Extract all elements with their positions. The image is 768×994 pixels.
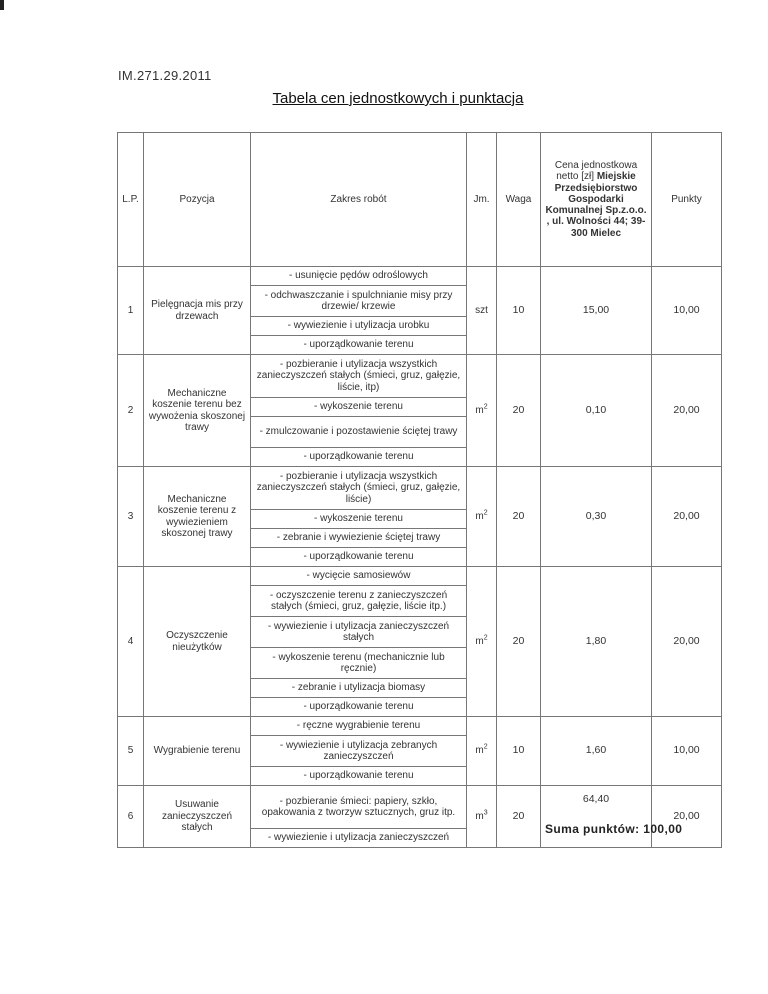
- cell-lp: 1: [118, 267, 144, 355]
- cell-lp: 6: [118, 786, 144, 848]
- header-jm: Jm.: [467, 133, 497, 267]
- header-cena: [541, 133, 652, 267]
- header-lp: L.P.: [118, 133, 144, 267]
- cell-lp: 4: [118, 567, 144, 717]
- cell-waga: 20: [497, 567, 541, 717]
- cell-zakres-item: - ręczne wygrabienie terenu: [251, 717, 467, 736]
- cell-pozycja: Oczyszczenie nieużytków: [144, 567, 251, 717]
- cell-jm: [467, 786, 497, 848]
- cell-pozycja: Pielęgnacja mis przy drzewach: [144, 267, 251, 355]
- cell-cena: 64,40: [541, 786, 652, 848]
- header-punkty: Punkty: [652, 133, 722, 267]
- cell-waga: 10: [497, 267, 541, 355]
- cell-zakres-item: - oczyszczenie terenu z zanieczyszczeń stałych (śmieci, gruz, gałęzie, liście itp.): [251, 586, 467, 617]
- cell-zakres-item: - wywiezienie i utylizacja zebranych zanieczyszczeń: [251, 736, 467, 767]
- table-row: [118, 567, 722, 586]
- cell-zakres-item: - zebranie i wywiezienie ściętej trawy: [251, 529, 467, 548]
- jm-exponent: 3: [483, 809, 488, 817]
- cell-zakres-item: - uporządkowanie terenu: [251, 336, 467, 355]
- cell-jm: [467, 717, 497, 786]
- cell-zakres-item: - wykoszenie terenu: [251, 398, 467, 417]
- cell-zakres-item: - wykoszenie terenu: [251, 510, 467, 529]
- cell-zakres-item: - uporządkowanie terenu: [251, 448, 467, 467]
- cell-pozycja: Mechaniczne koszenie terenu z wywiezieniem skoszonej trawy: [144, 467, 251, 567]
- cell-waga: 20: [497, 467, 541, 567]
- header-waga: Waga: [497, 133, 541, 267]
- header-row: [118, 133, 722, 267]
- page-title-text: Tabela cen jednostkowych i punktacja: [272, 90, 524, 107]
- table-row: [118, 717, 722, 736]
- cell-zakres-item: - wywiezienie i utylizacja zanieczyszczeń: [251, 829, 467, 848]
- cell-zakres-item: - zebranie i utylizacja biomasy: [251, 679, 467, 698]
- cell-zakres-item: - uporządkowanie terenu: [251, 767, 467, 786]
- cell-lp: 2: [118, 355, 144, 467]
- jm-unit: m: [475, 510, 484, 522]
- cell-jm: [467, 355, 497, 467]
- header-cena-company: Miejskie Przedsiębiorstwo Gospodarki Komunalnej Sp.z.o.o. , ul. Wolności 44; 39-300 Mielec: [545, 171, 647, 239]
- total-points: Suma punktów: 100,00: [545, 822, 683, 836]
- cell-jm: [467, 267, 497, 355]
- cell-cena: 0,10: [541, 355, 652, 467]
- jm-unit: szt: [475, 304, 488, 316]
- cell-zakres-item: - wycięcie samosiewów: [251, 567, 467, 586]
- cell-zakres-item: - usunięcie pędów odroślowych: [251, 267, 467, 286]
- cell-cena: 0,30: [541, 467, 652, 567]
- cell-jm: [467, 567, 497, 717]
- cell-zakres-item: - wywiezienie i utylizacja zanieczyszczeń stałych: [251, 617, 467, 648]
- cell-zakres-item: - pozbieranie i utylizacja wszystkich zanieczyszczeń stałych (śmieci, gruz, gałęzie, liście, itp): [251, 355, 467, 398]
- cell-zakres-item: - wykoszenie terenu (mechanicznie lub ręcznie): [251, 648, 467, 679]
- cell-pozycja: Wygrabienie terenu: [144, 717, 251, 786]
- jm-unit: m: [475, 745, 484, 757]
- cell-cena: 1,80: [541, 567, 652, 717]
- cell-waga: 20: [497, 786, 541, 848]
- cell-zakres-item: - pozbieranie śmieci: papiery, szkło, opakowania z tworzyw sztucznych, gruz itp.: [251, 786, 467, 829]
- price-table: [117, 132, 722, 848]
- cell-jm: [467, 467, 497, 567]
- jm-unit: m: [475, 404, 484, 416]
- header-zakres: Zakres robót: [251, 133, 467, 267]
- cell-zakres-item: - pozbieranie i utylizacja wszystkich zanieczyszczeń stałych (śmieci, gruz, gałęzie, liście): [251, 467, 467, 510]
- page-title: [0, 90, 768, 107]
- table-row: [118, 267, 722, 286]
- cell-zakres-item: - uporządkowanie terenu: [251, 548, 467, 567]
- cell-zakres-item: - zmulczowanie i pozostawienie ściętej trawy: [251, 417, 467, 448]
- cell-lp: 5: [118, 717, 144, 786]
- cell-pozycja: Usuwanie zanieczyszczeń stałych: [144, 786, 251, 848]
- cell-waga: 20: [497, 355, 541, 467]
- cell-pozycja: Mechaniczne koszenie terenu bez wywożenia skoszonej trawy: [144, 355, 251, 467]
- header-pozycja: Pozycja: [144, 133, 251, 267]
- cell-punkty: 10,00: [652, 717, 722, 786]
- cell-zakres-item: - odchwaszczanie i spulchnianie misy przy drzewie/ krzewie: [251, 286, 467, 317]
- cell-punkty: 20,00: [652, 786, 722, 848]
- jm-unit: m: [475, 810, 484, 822]
- jm-exponent: 2: [483, 509, 488, 517]
- cell-punkty: 20,00: [652, 467, 722, 567]
- document-reference: IM.271.29.2011: [118, 68, 212, 83]
- jm-unit: m: [475, 635, 484, 647]
- cell-waga: 10: [497, 717, 541, 786]
- jm-exponent: 2: [483, 634, 488, 642]
- cell-punkty: 20,00: [652, 567, 722, 717]
- table-row: [118, 467, 722, 510]
- cell-cena: 15,00: [541, 267, 652, 355]
- jm-exponent: 2: [483, 403, 488, 411]
- cell-punkty: 10,00: [652, 267, 722, 355]
- table-row: [118, 355, 722, 398]
- scan-corner-mark: [0, 0, 4, 10]
- cell-punkty: 20,00: [652, 355, 722, 467]
- cell-zakres-item: - uporządkowanie terenu: [251, 698, 467, 717]
- cell-lp: 3: [118, 467, 144, 567]
- jm-exponent: 2: [483, 743, 488, 751]
- cell-zakres-item: - wywiezienie i utylizacja urobku: [251, 317, 467, 336]
- cell-cena: 1,60: [541, 717, 652, 786]
- header-cena-label: Cena jednostkowa netto [zł]: [554, 159, 638, 183]
